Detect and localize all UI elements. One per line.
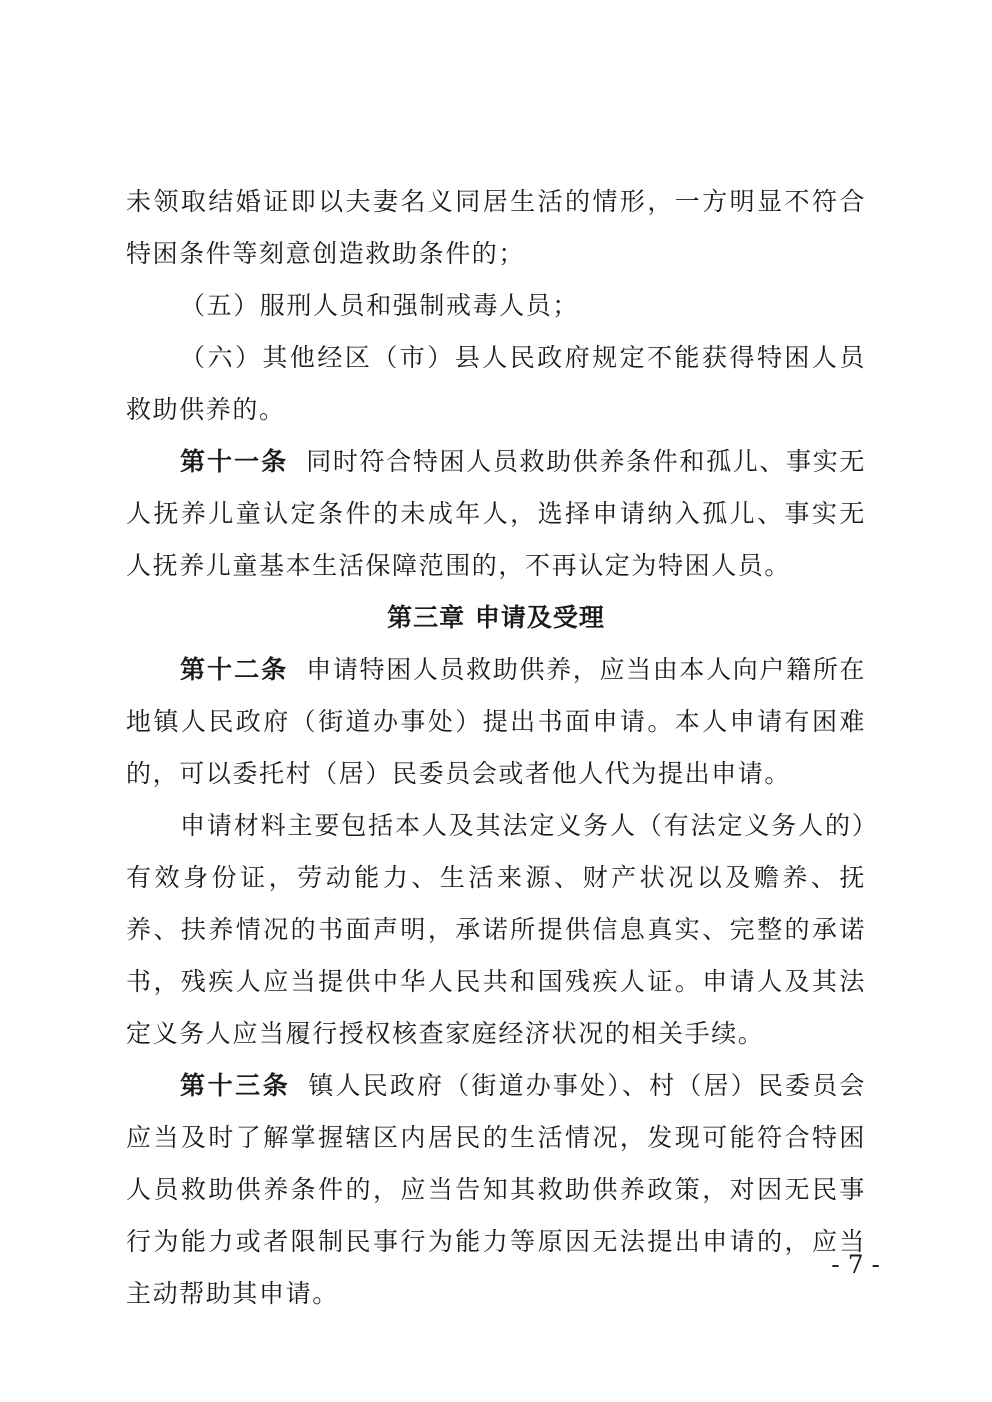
article-12 — [126, 644, 866, 800]
article-13 — [126, 1060, 866, 1320]
article-12-text: 申请特困人员救助供养，应当由本人向户籍所在地镇人民政府（街道办事处）提出书面申请。本人申请有困难的，可以委托村（居）民委员会或者他人代为提出申请。 — [126, 655, 866, 788]
paragraph-application-materials: 申请材料主要包括本人及其法定义务人（有法定义务人的）有效身份证，劳动能力、生活来源、财产状况以及赡养、抚养、扶养情况的书面声明，承诺所提供信息真实、完整的承诺书，残疾人应当提供中华人民共和国残疾人证。申请人及其法定义务人应当履行授权核查家庭经济状况的相关手续。 — [126, 811, 866, 1048]
paragraph-continuation: 未领取结婚证即以夫妻名义同居生活的情形，一方明显不符合特困条件等刻意创造救助条件的； — [126, 187, 866, 268]
article-11 — [126, 436, 866, 592]
article-11-number: 第十一条 — [180, 447, 289, 476]
document-body — [126, 176, 866, 1320]
article-11-text: 同时符合特困人员救助供养条件和孤儿、事实无人抚养儿童认定条件的未成年人，选择申请纳入孤儿、事实无人抚养儿童基本生活保障范围的，不再认定为特困人员。 — [126, 447, 866, 580]
paragraph-item-6: （六）其他经区（市）县人民政府规定不能获得特困人员救助供养的。 — [126, 343, 866, 424]
article-13-text: 镇人民政府（街道办事处）、村（居）民委员会应当及时了解掌握辖区内居民的生活情况，发现可能符合特困人员救助供养条件的，应当告知其救助供养政策，对因无民事行为能力或者限制民事行为能力等原因无法提出申请的，应当主动帮助其申请。 — [126, 1071, 866, 1308]
chapter-heading: 第三章 申请及受理 — [387, 603, 605, 632]
paragraph-item-5: （五）服刑人员和强制戒毒人员； — [180, 291, 580, 320]
article-13-number: 第十三条 — [180, 1071, 291, 1100]
article-12-number: 第十二条 — [180, 655, 289, 684]
page-number: - 7 - — [831, 1250, 880, 1279]
